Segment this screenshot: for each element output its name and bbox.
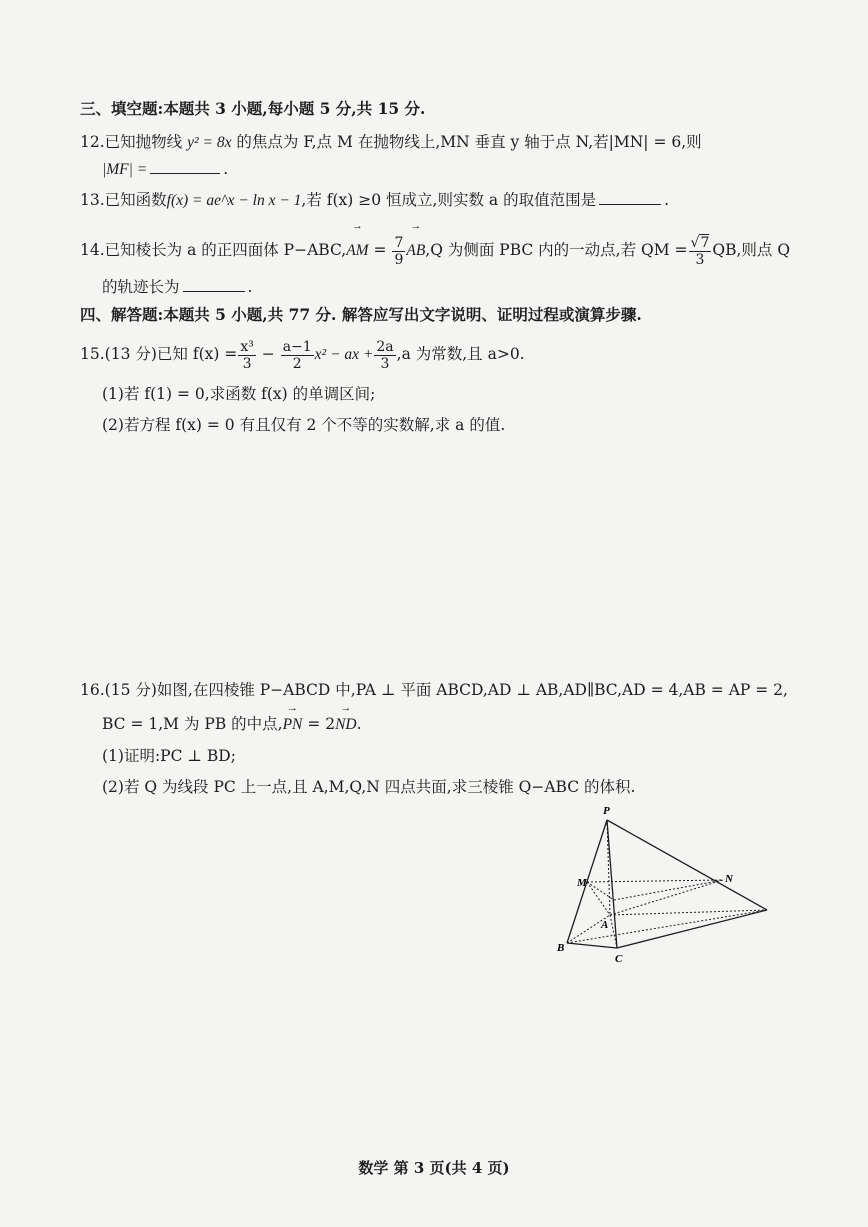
label-c: C [615, 953, 623, 965]
question-15-part-1: (1)若 f(1) = 0,求函数 f(x) 的单调区间; [102, 385, 376, 403]
edge-pc [607, 820, 617, 948]
question-14-number: 14. [80, 241, 105, 259]
question-13-text-b: ,若 f(x) ≥0 恒成立,则实数 a 的取值范围是 [301, 191, 597, 209]
segment-mn [587, 880, 723, 882]
label-n: N [725, 873, 733, 885]
question-14-text-c: QB,则点 Q [712, 241, 791, 259]
question-16-part-2: (2)若 Q 为线段 PC 上一点,且 A,M,Q,N 四点共面,求三棱锥 Q−ABC 的体积. [102, 778, 636, 796]
segment-mq [587, 882, 614, 900]
question-13-text-a: 已知函数 [104, 191, 167, 209]
section-3-header: 三、填空题:本题共 3 小题,每小题 5 分,共 15 分. [80, 99, 426, 118]
question-14-line-2: 的轨迹长为 . [102, 278, 253, 296]
label-p: P [603, 805, 610, 817]
question-15-number: 15. [80, 345, 105, 363]
answer-blank-14[interactable] [183, 276, 245, 292]
question-13: 13.已知函数f(x) = ae^x − ln x − 1,若 f(x) ≥0 恒成立,则实数 a 的取值范围是 . [80, 191, 670, 209]
diagonal-bd [567, 910, 767, 943]
question-13-number: 13. [80, 191, 105, 209]
edge-cd [617, 910, 767, 948]
question-12-number: 12. [80, 133, 105, 151]
segment-ma [587, 882, 610, 915]
question-12-text-b: 的焦点为 F,点 M 在抛物线上,MN 垂直 y 轴于点 N,若|MN| = 6,则 [231, 133, 702, 151]
pyramid-figure [555, 800, 775, 970]
fraction-x3-3: $\frac{\text{x³}}{3}$ [240, 338, 254, 372]
label-m: M [577, 877, 587, 889]
question-12-parabola: y² = 8x [187, 134, 232, 151]
question-14-text-b: ,Q 为侧面 PBC 内的一动点,若 QM = [425, 241, 688, 259]
question-16-number: 16. [80, 681, 105, 699]
vector-nd: → ND [335, 715, 357, 735]
question-15-part-2: (2)若方程 f(x) = 0 有且仅有 2 个不等的实数解,求 a 的值. [102, 416, 506, 434]
page-footer: 数学 第 3 页(共 4 页) [358, 1159, 510, 1177]
question-12-line-1 [80, 132, 702, 153]
question-16-score: (15 分) [104, 681, 157, 699]
answer-blank-12[interactable] [150, 158, 220, 174]
question-15-stem: 15.(13 分)已知 f(x) = $\frac{\text{x³}}{3}$ − $\frac{a-1}{2}$ x² − ax + $\frac{2a}{3}$ ,a 为常数,且 a>0. [80, 338, 525, 372]
label-a: A [601, 919, 609, 931]
answer-blank-13[interactable] [599, 189, 661, 205]
question-12-text-a: 已知抛物线 [104, 133, 188, 151]
question-14-text-a: 已知棱长为 a 的正四面体 P−ABC, [104, 241, 347, 259]
question-14-line-1: 14.已知棱长为 a 的正四面体 P−ABC,→ AM = $\frac{7}{9}$ → AB,Q 为侧面 PBC 内的一动点,若 QM = $\frac{√7}{3}$ QB,则点 Q [80, 232, 790, 269]
question-16-line-2: BC = 1,M 为 PB 的中点,→ PN = 2→ ND. [102, 714, 362, 735]
question-12-mf: |MF| = [102, 161, 148, 178]
vector-pn: → PN [283, 715, 303, 735]
question-12-line-2: |MF| = . [102, 160, 229, 178]
question-15-score: (13 分) [104, 345, 157, 363]
edge-ad [610, 910, 767, 915]
question-16-part-1: (1)证明:PC ⊥ BD; [102, 747, 236, 765]
fraction-2a-3: $\frac{2a}{3}$ [376, 338, 394, 372]
section-4-header: 四、解答题:本题共 5 小题,共 77 分. 解答应写出文字说明、证明过程或演算步骤. [80, 305, 642, 324]
fraction-sqrt7-3: $\frac{√7}{3}$ [690, 234, 710, 268]
fraction-7-9: $\frac{7}{9}$ [394, 234, 404, 268]
vector-am: → AM [346, 233, 368, 269]
question-16-line-1: 16.(15 分)如图,在四棱锥 P−ABCD 中,PA ⊥ 平面 ABCD,AD ⊥ AB,AD∥BC,AD = 4,AB = AP = 2, [80, 681, 788, 699]
edge-bc [567, 943, 617, 948]
vector-ab: → AB [406, 233, 425, 269]
fraction-a1-2: $\frac{a-1}{2}$ [282, 338, 312, 372]
label-b: B [557, 942, 565, 954]
question-13-function: f(x) = ae^x − ln x − 1 [166, 192, 302, 209]
